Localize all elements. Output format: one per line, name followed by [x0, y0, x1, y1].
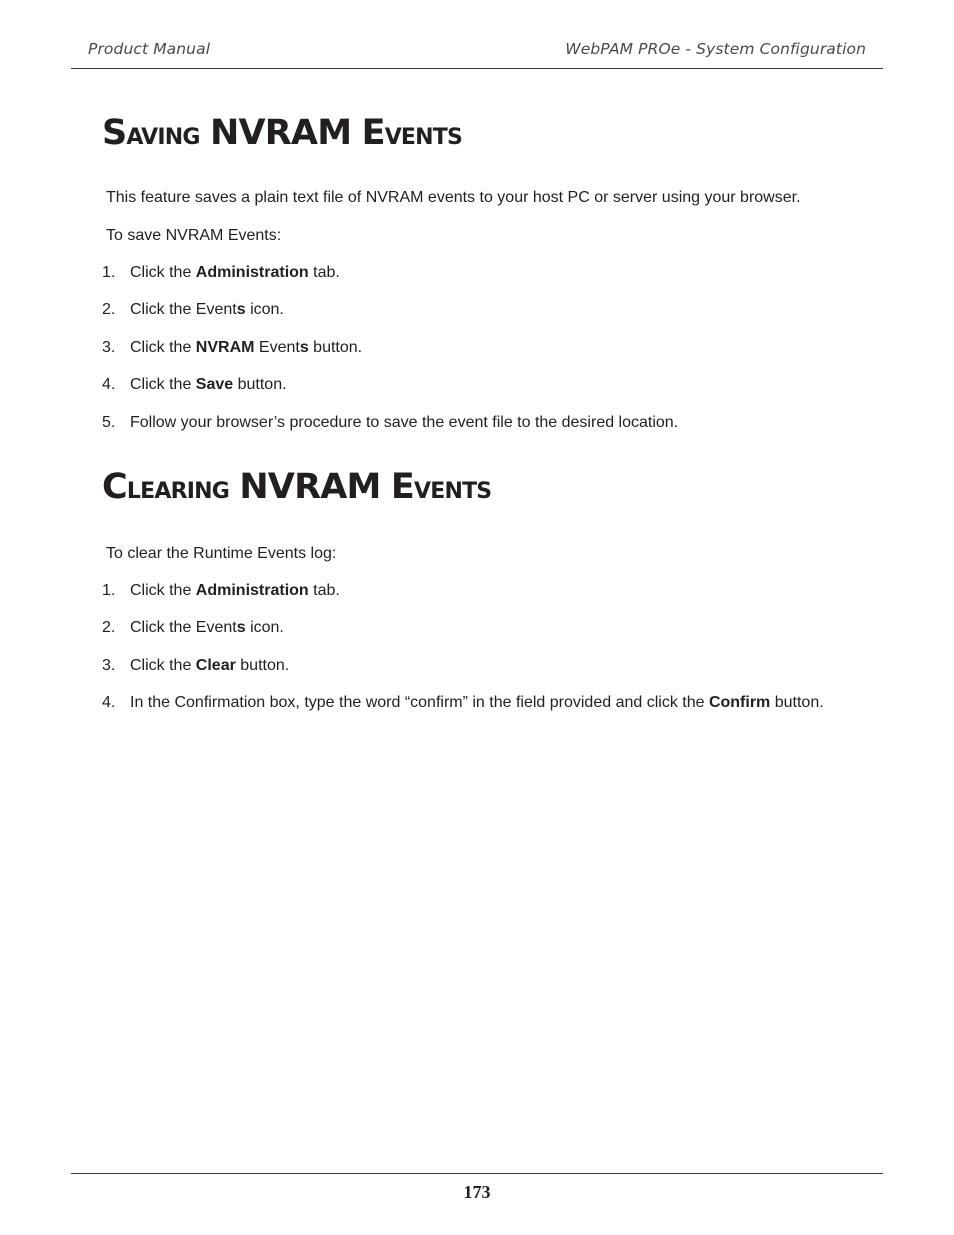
saving-lead: To save NVRAM Events:: [106, 227, 282, 244]
clearing-step: 1. Click the Administration tab.: [102, 582, 340, 599]
saving-step: 4. Click the Save button.: [102, 376, 287, 393]
saving-step: 5. Follow your browser’s procedure to save the event file to the desired location.: [102, 414, 679, 431]
header-rule: [71, 68, 883, 69]
saving-section-title: SAVING NVRAM EVENTS: [102, 113, 463, 153]
footer-rule: [71, 1173, 883, 1174]
clearing-section-title: CLEARING NVRAM EVENTS: [102, 467, 492, 507]
page-number: 173: [463, 1182, 491, 1202]
clearing-lead: To clear the Runtime Events log:: [106, 545, 337, 562]
saving-intro: This feature saves a plain text file of NVRAM events to your host PC or server using your browser.: [106, 189, 801, 206]
header-left: Product Manual: [88, 40, 211, 58]
clearing-step: 3. Click the Clear button.: [102, 657, 290, 674]
saving-step: 1. Click the Administration tab.: [102, 264, 340, 281]
clearing-step: 2. Click the Events icon.: [102, 619, 284, 636]
saving-step: 2. Click the Events icon.: [102, 301, 284, 318]
clearing-step: 4. In the Confirmation box, type the word “confirm” in the field provided and click the Confirm button.: [102, 694, 824, 711]
saving-step: 3. Click the NVRAM Events button.: [102, 339, 363, 356]
header-right: WebPAM PROe - System Configuration: [565, 40, 866, 58]
